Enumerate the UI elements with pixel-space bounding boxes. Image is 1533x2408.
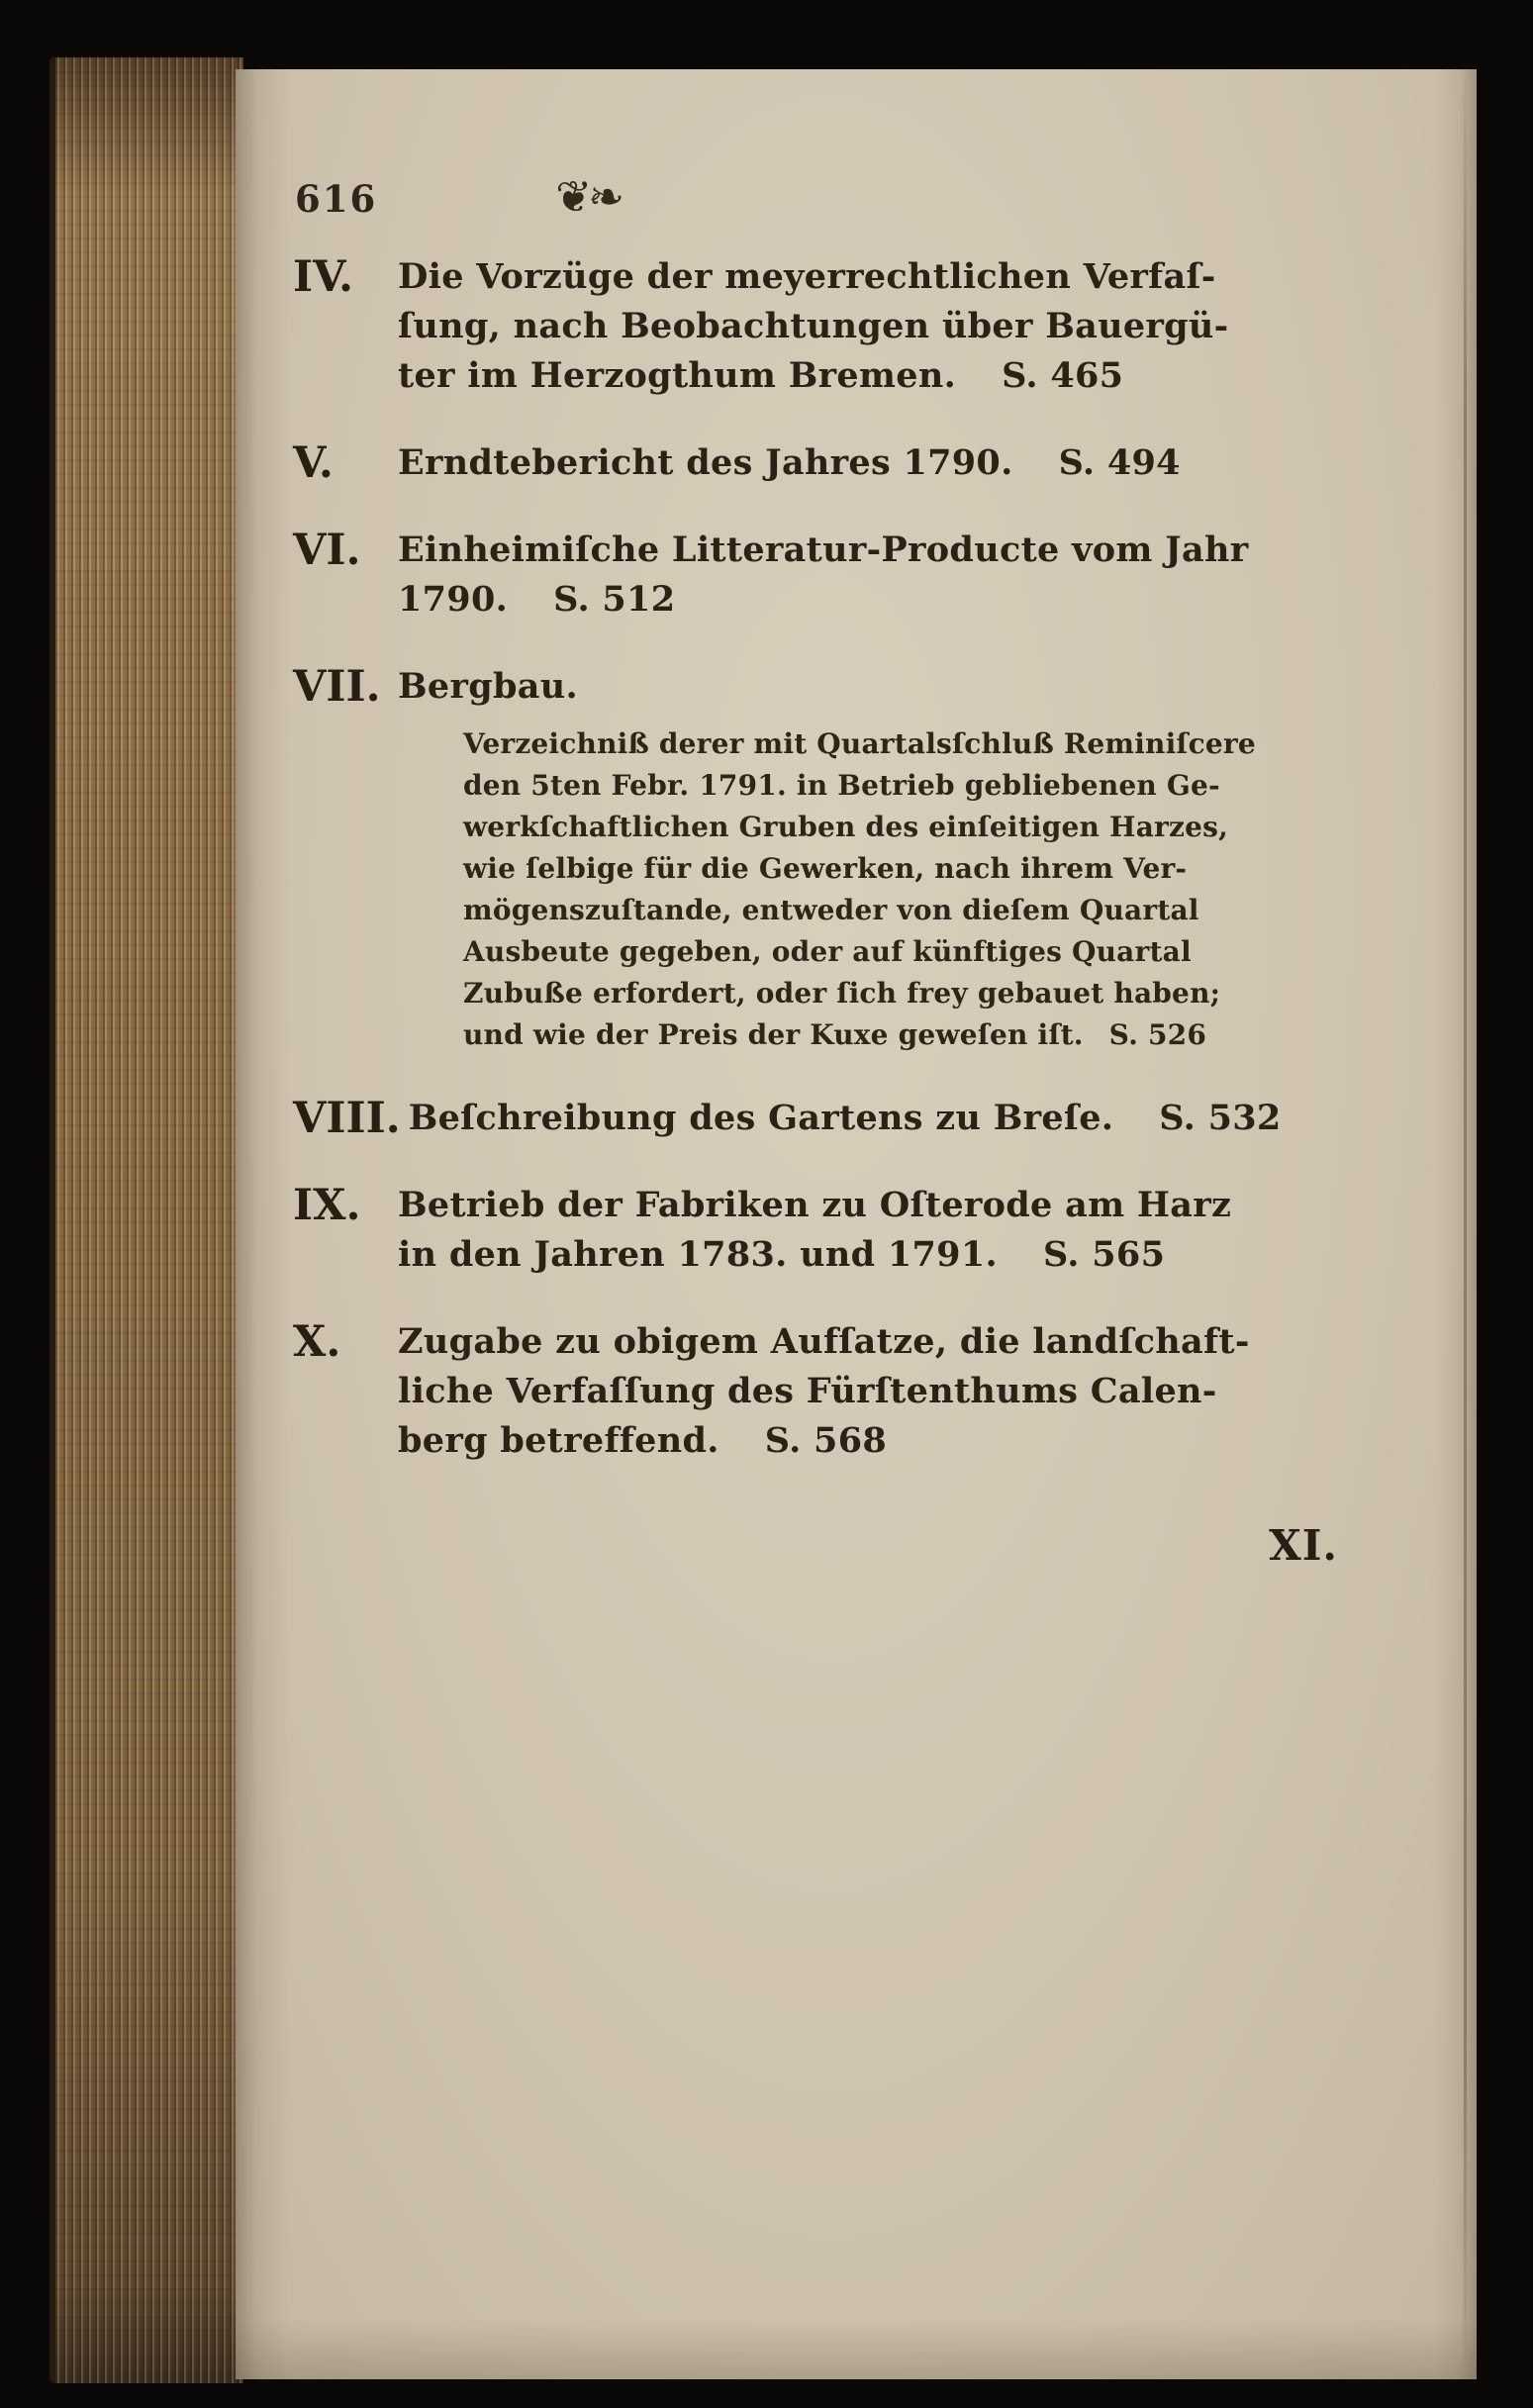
toc-line: ter im Herzogthum Bremen. S. 465 (398, 355, 1124, 396)
toc-entry-body (398, 526, 1407, 625)
printer-ornament-icon: ❦❧ (555, 172, 621, 223)
page-reference: S. 565 (1042, 1234, 1166, 1275)
toc-entry (293, 526, 1407, 625)
table-of-contents (236, 223, 1477, 1466)
page-reference: S. 568 (764, 1420, 888, 1461)
page-reference: S. 512 (553, 579, 676, 620)
toc-sub-line: mögenszuſtande, entweder von dieſem Quartal (463, 894, 1199, 926)
toc-entry-numeral: IV. (293, 252, 353, 302)
page-reference: S. 494 (1058, 442, 1181, 483)
page-reference: S. 526 (1108, 1018, 1207, 1051)
toc-sub-line: Verzeichniß derer mit Quartalsſchluß Reminiſcere (463, 727, 1256, 760)
toc-sub-line: Ausbeute gegeben, oder auf künftiges Quartal (463, 935, 1192, 968)
toc-entry-numeral: X. (293, 1317, 341, 1367)
toc-sub-line: den 5ten Febr. 1791. in Betrieb gebliebenen Ge- (463, 769, 1220, 802)
toc-line: 1790. S. 512 (398, 579, 676, 620)
toc-entry-body (398, 252, 1407, 401)
book-fore-edge-pages (49, 57, 243, 2383)
toc-entry-numeral: VII. (293, 662, 381, 712)
toc-entry-body (398, 1181, 1407, 1280)
toc-sub-line: werkſchaftlichen Gruben des einſeitigen Harzes, (463, 811, 1229, 843)
toc-line: Erndtebericht des Jahres 1790. S. 494 (398, 442, 1181, 483)
toc-line: liche Verfaſſung des Fürſtenthums Calen- (398, 1371, 1217, 1411)
toc-entry (293, 438, 1407, 488)
toc-line: Bergbau. (398, 666, 578, 707)
toc-sub-line: und wie der Preis der Kuxe geweſen iſt. S. 526 (463, 1018, 1207, 1051)
page-number: 616 (295, 177, 378, 221)
page-reference: S. 465 (1002, 355, 1124, 396)
toc-entry-body (398, 662, 1407, 1056)
toc-line: ſung, nach Beobachtungen über Bauergü- (398, 306, 1229, 346)
toc-entry-body (409, 1094, 1407, 1143)
page-reference: S. 532 (1159, 1098, 1282, 1138)
page-header (236, 69, 1477, 223)
toc-entry-body (398, 438, 1407, 488)
toc-entry-numeral: VIII. (293, 1094, 401, 1143)
toc-entry-numeral: IX. (293, 1181, 361, 1230)
toc-line: Die Vorzüge der meyerrechtlichen Verfaſ- (398, 256, 1216, 297)
toc-entry (293, 662, 1407, 1056)
toc-sub-paragraph (463, 723, 1407, 1056)
toc-entry-body (398, 1317, 1407, 1466)
toc-entry-numeral: V. (293, 438, 334, 488)
toc-line: Einheimiſche Litteratur-Producte vom Jahr (398, 530, 1249, 570)
toc-entry-numeral: VI. (293, 526, 361, 575)
toc-sub-line: wie ſelbige für die Gewerken, nach ihrem Ver- (463, 852, 1188, 885)
toc-line: Beſchreibung des Gartens zu Breſe. S. 532 (408, 1098, 1282, 1138)
toc-entry (293, 252, 1407, 401)
book-page (236, 69, 1477, 2379)
toc-sub-line: Zubuße erfordert, oder ſich frey gebauet haben; (463, 977, 1221, 1010)
toc-line: in den Jahren 1783. und 1791. S. 565 (398, 1234, 1166, 1275)
toc-entry (293, 1317, 1407, 1466)
toc-line: berg betreffend. S. 568 (398, 1420, 888, 1461)
toc-line: Zugabe zu obigem Aufſatze, die landſchaft- (398, 1321, 1250, 1362)
toc-line: Betrieb der Fabriken zu Oſterode am Harz (398, 1185, 1232, 1225)
catchword: XI. (1269, 1521, 1338, 1570)
toc-entry (293, 1181, 1407, 1280)
toc-entry (293, 1094, 1407, 1143)
